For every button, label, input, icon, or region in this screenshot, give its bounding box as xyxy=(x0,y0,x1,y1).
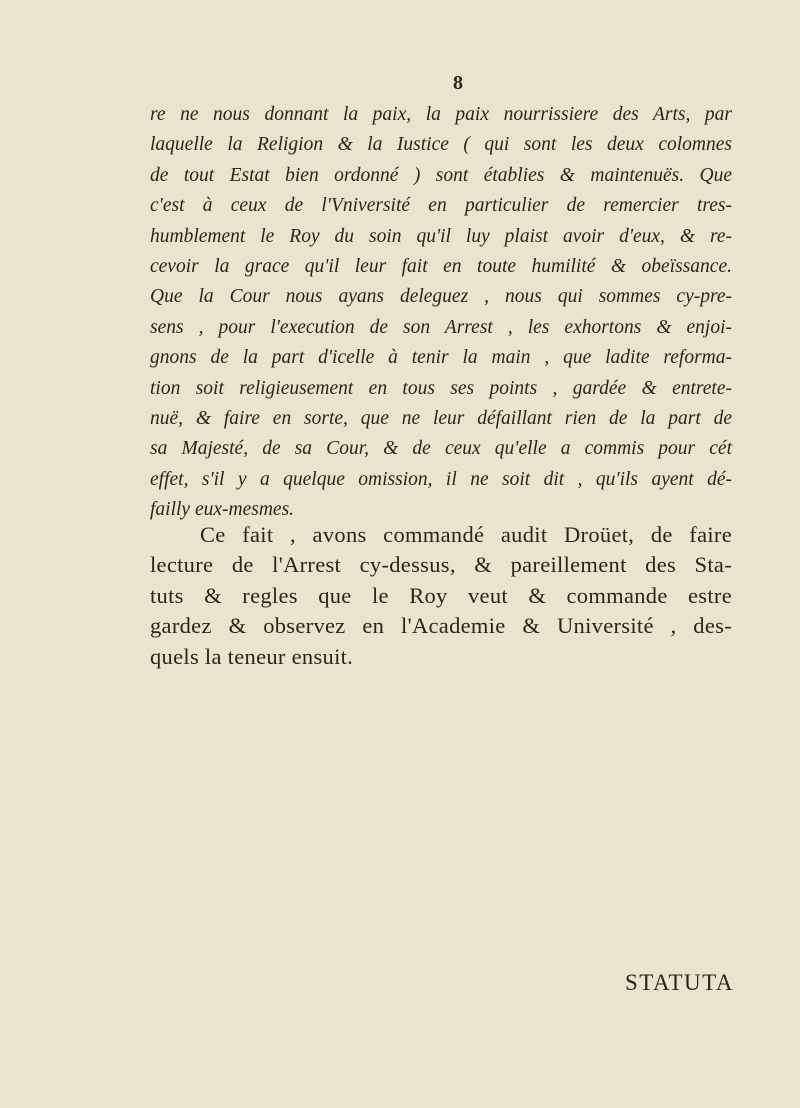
text-line: sa Majesté, de sa Cour, & de ceux qu'elle a commis pour cét xyxy=(150,438,732,460)
roman-paragraph xyxy=(150,520,732,672)
italic-paragraph xyxy=(150,100,732,526)
text-line: sens , pour l'execution de son Arrest , les exhortons & enjoi- xyxy=(150,316,732,338)
text-line: cevoir la grace qu'il leur fait en toute humilité & obeïssance. xyxy=(150,256,732,278)
text-line: c'est à ceux de l'Vniversité en particulier de remercier tres- xyxy=(150,195,732,217)
catchword: STATUTA xyxy=(624,970,734,995)
text-line: gardez & observez en l'Academie & Université , des- xyxy=(150,613,732,639)
page-number: 8 xyxy=(453,72,463,94)
text-line: nuë, & faire en sorte, que ne leur défaillant rien de la part de xyxy=(150,408,732,430)
text-line: laquelle la Religion & la Iustice ( qui sont les deux colomnes xyxy=(150,134,732,156)
text-line: quels la teneur ensuit. xyxy=(150,643,354,669)
text-line: gnons de la part d'icelle à tenir la main , que ladite reforma- xyxy=(150,347,732,369)
text-line: failly eux-mesmes. xyxy=(150,499,295,521)
text-line: tion soit religieusement en tous ses points , gardée & entrete- xyxy=(150,377,732,399)
text-line: effet, s'il y a quelque omission, il ne soit dit , qu'ils ayent dé- xyxy=(150,468,732,490)
text-line: de tout Estat bien ordonné ) sont établies & maintenuës. Que xyxy=(150,164,732,186)
text-line: re ne nous donnant la paix, la paix nourrissiere des Arts, par xyxy=(150,104,732,125)
text-line: humblement le Roy du soin qu'il luy plaist avoir d'eux, & re- xyxy=(150,225,732,247)
text-line: lecture de l'Arrest cy-dessus, & pareillement des Sta- xyxy=(150,552,732,578)
text-line: Que la Cour nous ayans deleguez , nous qui sommes cy-pre- xyxy=(150,286,732,308)
text-line: Ce fait , avons commandé audit Droüet, de faire xyxy=(200,522,732,547)
text-line: tuts & regles que le Roy veut & commande estre xyxy=(150,582,732,608)
